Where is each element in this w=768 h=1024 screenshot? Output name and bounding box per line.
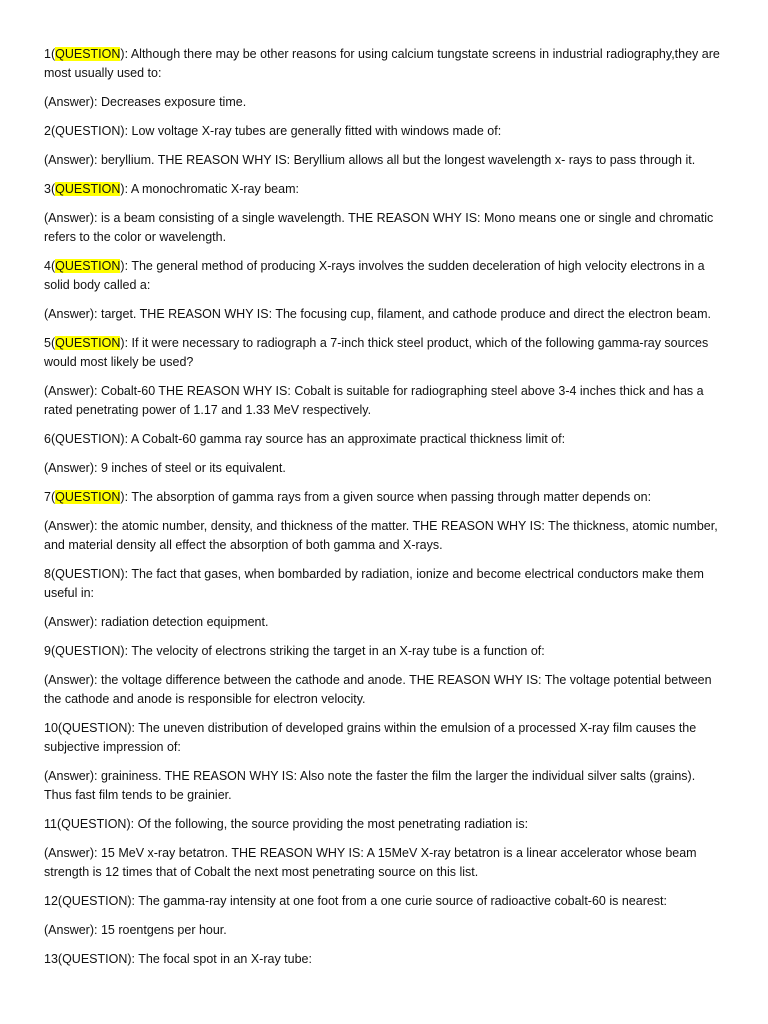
answer-label: (Answer): [44, 95, 95, 109]
question-label: QUESTION: [55, 259, 121, 273]
answer-paragraph: (Answer): Cobalt-60 THE REASON WHY IS: Cobalt is suitable for radiographing steel above 3-4 inches thick and has a rated penetrating power of 1.17 and 1.33 MeV respectively.: [44, 384, 704, 417]
question-label: QUESTION: [55, 336, 121, 350]
answer-paragraph: (Answer): radiation detection equipment.: [44, 615, 269, 629]
answer-label: (Answer): [44, 307, 95, 321]
question-number: 4: [44, 259, 51, 273]
answer-paragraph: (Answer): graininess. THE REASON WHY IS: Also note the faster the film the larger the individual silver salts (grains). Thus fast film tends to be grainier.: [44, 769, 696, 802]
question-paragraph: 4(QUESTION): The general method of producing X-rays involves the sudden deceleration of high velocity electrons in a solid body called a:: [44, 259, 705, 292]
question-text: If it were necessary to radiograph a 7-inch thick steel product, which of the following gamma-ray sources would most likely be used?: [44, 336, 709, 369]
answer-text: is a beam consisting of a single wavelength. THE REASON WHY IS: Mono means one or single and chromatic refers to the color or wavelength.: [44, 211, 714, 244]
answer-paragraph: (Answer): the voltage difference between the cathode and anode. THE REASON WHY IS: The voltage potential between the cathode and anode is responsible for electron velocity.: [44, 673, 712, 706]
answer-text: radiation detection equipment.: [100, 615, 269, 629]
question-number: 10: [44, 721, 58, 735]
question-number: 3: [44, 182, 51, 196]
question-number: 8: [44, 567, 51, 581]
answer-text: Cobalt-60 THE REASON WHY IS: Cobalt is suitable for radiographing steel above 3-4 inches thick and has a rated penetrating power of 1.17 and 1.33 MeV respectively.: [44, 384, 704, 417]
question-text: The uneven distribution of developed grains within the emulsion of a processed X-ray film causes the subjective impression of:: [44, 721, 697, 754]
question-text: The gamma-ray intensity at one foot from a one curie source of radioactive cobalt-60 is nearest:: [138, 894, 668, 908]
answer-paragraph: (Answer): 9 inches of steel or its equivalent.: [44, 461, 286, 475]
question-paragraph: 8(QUESTION): The fact that gases, when bombarded by radiation, ionize and become electrical conductors make them useful in:: [44, 567, 704, 600]
answer-paragraph: (Answer): beryllium. THE REASON WHY IS: Beryllium allows all but the longest wavelength x- rays to pass through it.: [44, 153, 696, 167]
question-number: 7: [44, 490, 51, 504]
question-paragraph: 7(QUESTION): The absorption of gamma rays from a given source when passing through matter depends on:: [44, 490, 652, 504]
question-paragraph: 10(QUESTION): The uneven distribution of developed grains within the emulsion of a processed X-ray film causes the subjective impression of:: [44, 721, 697, 754]
question-number: 1: [44, 47, 51, 61]
answer-label: (Answer): [44, 846, 95, 860]
question-number: 5: [44, 336, 51, 350]
answer-label: (Answer): [44, 461, 95, 475]
answer-label: (Answer): [44, 384, 95, 398]
answer-label: (Answer): [44, 153, 95, 167]
question-text: The velocity of electrons striking the target in an X-ray tube is a function of:: [131, 644, 545, 658]
question-label: QUESTION: [55, 490, 121, 504]
question-text: Although there may be other reasons for using calcium tungstate screens in industrial radiography,they are most usually used to:: [44, 47, 720, 80]
answer-label: (Answer): [44, 211, 95, 225]
question-label: QUESTION: [55, 432, 121, 446]
answer-text: Decreases exposure time.: [100, 95, 247, 109]
question-number: 2: [44, 124, 51, 138]
question-paragraph: 11(QUESTION): Of the following, the source providing the most penetrating radiation is:: [44, 817, 529, 831]
answer-label: (Answer): [44, 673, 95, 687]
question-paragraph: 3(QUESTION): A monochromatic X-ray beam:: [44, 182, 299, 196]
question-paragraph: 2(QUESTION): Low voltage X-ray tubes are generally fitted with windows made of:: [44, 124, 502, 138]
qa-document: [44, 45, 724, 979]
question-label: QUESTION: [62, 721, 128, 735]
question-number: 12: [44, 894, 58, 908]
question-text: Low voltage X-ray tubes are generally fitted with windows made of:: [131, 124, 502, 138]
answer-paragraph: (Answer): 15 roentgens per hour.: [44, 923, 227, 937]
answer-paragraph: (Answer): 15 MeV x-ray betatron. THE REASON WHY IS: A 15MeV X-ray betatron is a linear accelerator whose beam strength is 12 times that of Cobalt the next most penetrating source on this list.: [44, 846, 697, 879]
question-text: The fact that gases, when bombarded by radiation, ionize and become electrical conductors make them useful in:: [44, 567, 704, 600]
answer-text: beryllium. THE REASON WHY IS: Beryllium allows all but the longest wavelength x- rays to pass through it.: [100, 153, 696, 167]
answer-paragraph: (Answer): the atomic number, density, and thickness of the matter. THE REASON WHY IS: The thickness, atomic number, and material density all effect the absorption of both gamma and X-rays.: [44, 519, 718, 552]
answer-paragraph: (Answer): target. THE REASON WHY IS: The focusing cup, filament, and cathode produce and direct the electron beam.: [44, 307, 712, 321]
question-label: QUESTION: [55, 567, 121, 581]
question-text: The absorption of gamma rays from a given source when passing through matter depends on:: [131, 490, 652, 504]
question-paragraph: 5(QUESTION): If it were necessary to radiograph a 7-inch thick steel product, which of the following gamma-ray sources would most likely be used?: [44, 336, 709, 369]
answer-text: 9 inches of steel or its equivalent.: [100, 461, 286, 475]
question-label: QUESTION: [62, 894, 128, 908]
question-text: The focal spot in an X-ray tube:: [138, 952, 312, 966]
answer-label: (Answer): [44, 519, 95, 533]
answer-text: the voltage difference between the cathode and anode. THE REASON WHY IS: The voltage potential between the cathode and anode is responsible for electron velocity.: [44, 673, 712, 706]
question-number: 9: [44, 644, 51, 658]
question-text: The general method of producing X-rays involves the sudden deceleration of high velocity electrons in a solid body called a:: [44, 259, 705, 292]
answer-text: target. THE REASON WHY IS: The focusing cup, filament, and cathode produce and direct the electron beam.: [100, 307, 712, 321]
answer-paragraph: (Answer): Decreases exposure time.: [44, 95, 247, 109]
question-number: 11: [44, 817, 57, 831]
question-label: QUESTION: [55, 47, 121, 61]
question-paragraph: 12(QUESTION): The gamma-ray intensity at one foot from a one curie source of radioactive cobalt-60 is nearest:: [44, 894, 668, 908]
question-label: QUESTION: [55, 182, 121, 196]
answer-label: (Answer): [44, 923, 95, 937]
question-paragraph: 1(QUESTION): Although there may be other reasons for using calcium tungstate screens in industrial radiography,they are most usually used to:: [44, 47, 720, 80]
answer-text: 15 roentgens per hour.: [100, 923, 227, 937]
question-label: QUESTION: [61, 817, 127, 831]
question-label: QUESTION: [55, 644, 121, 658]
answer-paragraph: (Answer): is a beam consisting of a single wavelength. THE REASON WHY IS: Mono means one or single and chromatic refers to the color or wavelength.: [44, 211, 714, 244]
answer-text: 15 MeV x-ray betatron. THE REASON WHY IS: A 15MeV X-ray betatron is a linear accelerator whose beam strength is 12 times that of Cobalt the next most penetrating source on this list.: [44, 846, 697, 879]
question-text: A monochromatic X-ray beam:: [130, 182, 299, 196]
question-text: A Cobalt-60 gamma ray source has an approximate practical thickness limit of:: [130, 432, 566, 446]
question-label: QUESTION: [62, 952, 128, 966]
answer-label: (Answer): [44, 615, 95, 629]
question-number: 6: [44, 432, 51, 446]
question-paragraph: 6(QUESTION): A Cobalt-60 gamma ray source has an approximate practical thickness limit of:: [44, 432, 566, 446]
answer-text: graininess. THE REASON WHY IS: Also note the faster the film the larger the individual silver salts (grains). Thus fast film tends to be grainier.: [44, 769, 696, 802]
question-paragraph: 13(QUESTION): The focal spot in an X-ray tube:: [44, 952, 312, 966]
question-number: 13: [44, 952, 58, 966]
question-paragraph: 9(QUESTION): The velocity of electrons striking the target in an X-ray tube is a function of:: [44, 644, 545, 658]
question-text: Of the following, the source providing the most penetrating radiation is:: [137, 817, 529, 831]
answer-label: (Answer): [44, 769, 95, 783]
answer-text: the atomic number, density, and thickness of the matter. THE REASON WHY IS: The thickness, atomic number, and material density all effect the absorption of both gamma and X-rays.: [44, 519, 718, 552]
question-label: QUESTION: [55, 124, 121, 138]
